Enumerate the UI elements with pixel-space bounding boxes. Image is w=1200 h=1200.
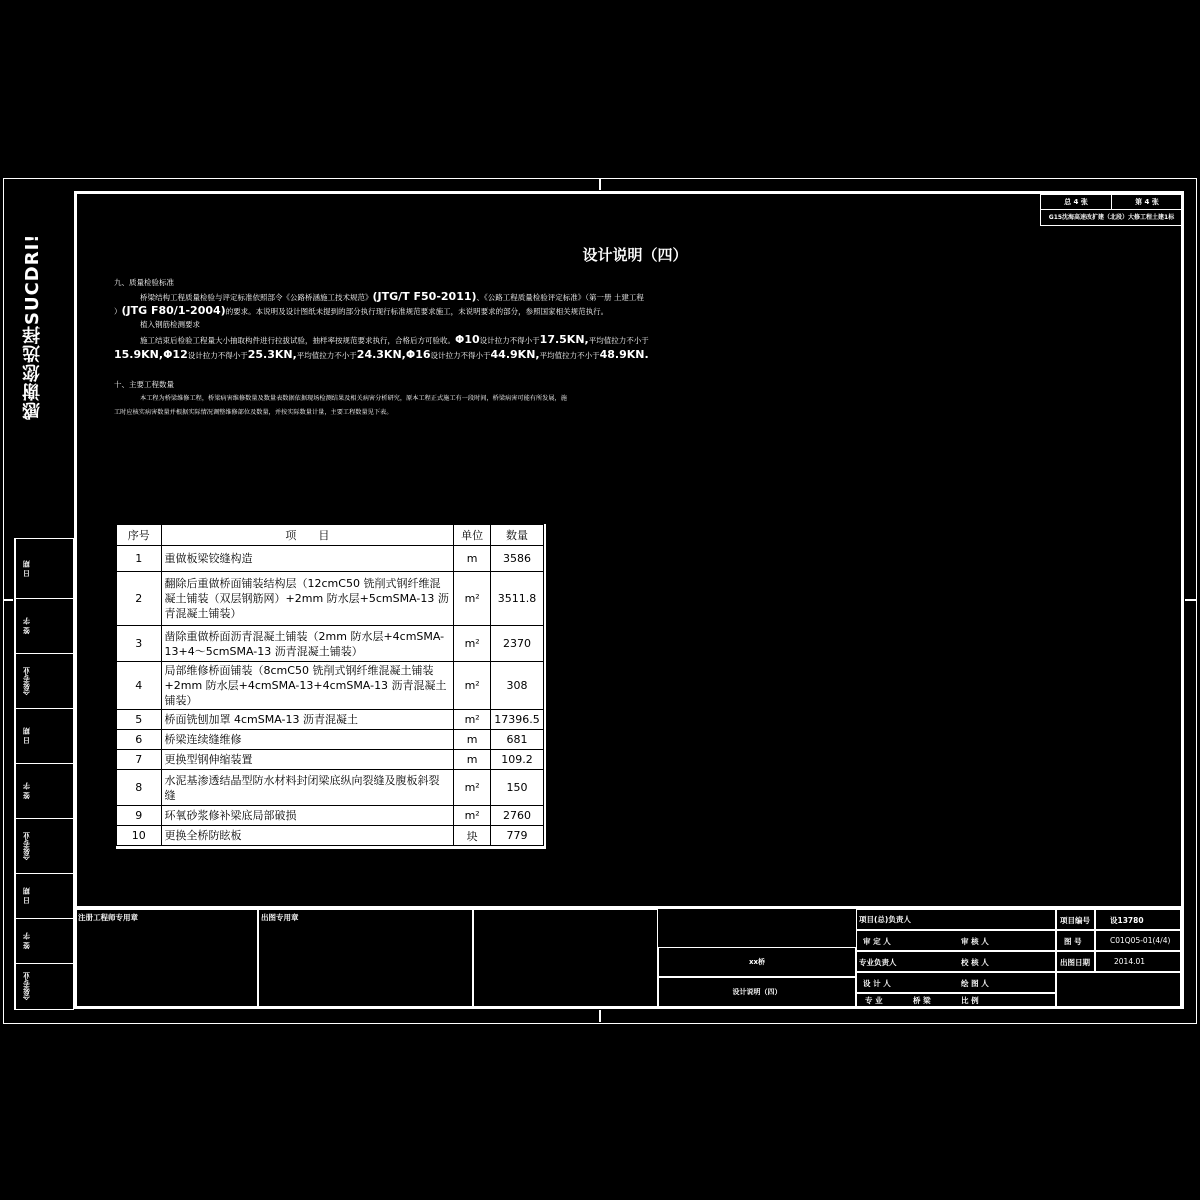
table-row bbox=[117, 662, 544, 710]
row-number: 6 bbox=[117, 730, 162, 750]
approver-label: 审 定 人 bbox=[863, 937, 891, 946]
drawing-name: 设计说明（四） bbox=[658, 977, 856, 1007]
row-unit: m² bbox=[454, 626, 491, 662]
center-mark-bottom bbox=[599, 1010, 601, 1022]
table-row bbox=[117, 826, 544, 846]
table-row bbox=[117, 626, 544, 662]
row-quantity: 2760 bbox=[490, 806, 543, 826]
issue-date-label: 出图日期 bbox=[1060, 958, 1090, 967]
row-item: 更换全桥防眩板 bbox=[161, 826, 454, 846]
project-lead-label: 项目(总)负责人 bbox=[859, 915, 911, 924]
row-quantity: 17396.5 bbox=[490, 710, 543, 730]
sig-label: 会签专业 bbox=[15, 654, 37, 708]
sig-label: 签 字 bbox=[15, 764, 37, 818]
spec-lead-label: 专业负责人 bbox=[859, 958, 897, 967]
center-mark-left bbox=[3, 599, 13, 601]
row-item: 水泥基渗透结晶型防水材料封闭梁底纵向裂缝及腹板斜裂缝 bbox=[161, 770, 454, 806]
signature-column bbox=[14, 538, 74, 1010]
checker-label: 校 核 人 bbox=[961, 958, 989, 967]
row-unit: 块 bbox=[454, 826, 491, 846]
reviewer-label: 审 核 人 bbox=[961, 937, 989, 946]
section9-line4: 施工结束后检验工程量大小抽取构件进行拉拔试验，抽样率按规范要求执行，合格后方可验收。Φ10设计拉力不得小于17.5KN,平均值拉力不小于 bbox=[140, 333, 649, 346]
row-unit: m bbox=[454, 750, 491, 770]
table-row bbox=[117, 806, 544, 826]
sig-label: 会签专业 bbox=[15, 819, 37, 873]
section10-line1: 本工程为桥梁维修工程，桥梁病害维修数量及数量表数据依据现场检测结果及相关病害分析研究，原本工程正式施工有一段时间，桥梁病害可能有所发展，施 bbox=[140, 395, 567, 402]
project-number: 设13780 bbox=[1110, 916, 1144, 925]
section9-line3: 植入钢筋检测要求 bbox=[140, 320, 200, 329]
sheet-number: 第 4 张 bbox=[1112, 195, 1182, 210]
row-number: 1 bbox=[117, 546, 162, 572]
row-number: 10 bbox=[117, 826, 162, 846]
row-unit: m² bbox=[454, 710, 491, 730]
row-unit: m² bbox=[454, 770, 491, 806]
row-quantity: 150 bbox=[490, 770, 543, 806]
row-quantity: 3511.8 bbox=[490, 572, 543, 626]
designer-label: 设 计 人 bbox=[863, 979, 891, 988]
table-row bbox=[117, 572, 544, 626]
engineer-stamp-label: 注册工程师专用章 bbox=[78, 913, 138, 922]
section9-line1: 桥梁结构工程质量检验与评定标准依照部令《公路桥涵施工技术规范》(JTG/T F50-2011)、《公路工程质量检验评定标准》（第一册 土建工程 bbox=[140, 290, 644, 303]
center-mark-right bbox=[1185, 599, 1197, 601]
scale-label: 比 例 bbox=[961, 996, 979, 1005]
row-quantity: 109.2 bbox=[490, 750, 543, 770]
specialty-value: 桥 梁 bbox=[913, 996, 931, 1005]
row-unit: m bbox=[454, 730, 491, 750]
figure-number-label: 图 号 bbox=[1064, 937, 1082, 946]
row-number: 9 bbox=[117, 806, 162, 826]
row-unit: m² bbox=[454, 572, 491, 626]
bridge-name: xx桥 bbox=[658, 947, 856, 977]
row-quantity: 3586 bbox=[490, 546, 543, 572]
header-unit: 单位 bbox=[454, 525, 491, 546]
row-unit: m² bbox=[454, 806, 491, 826]
row-item: 局部维修桥面铺装（8cmC50 铣削式钢纤维混凝土铺装+2mm 防水层+4cmSMA-13+4cmSMA-13 沥青混凝土铺装） bbox=[161, 662, 454, 710]
table-row bbox=[117, 710, 544, 730]
total-sheets: 总 4 张 bbox=[1041, 195, 1112, 210]
section9-title: 九、质量检验标准 bbox=[114, 278, 174, 287]
row-quantity: 779 bbox=[490, 826, 543, 846]
header-item: 项 目 bbox=[161, 525, 454, 546]
issue-stamp-label: 出图专用章 bbox=[261, 913, 299, 922]
sig-label: 签 字 bbox=[15, 919, 37, 963]
side-banner: 感谢您选择SUCDRI! bbox=[22, 233, 43, 420]
row-number: 8 bbox=[117, 770, 162, 806]
sig-label: 日 期 bbox=[15, 874, 37, 918]
row-unit: m² bbox=[454, 662, 491, 710]
sig-label: 日 期 bbox=[15, 709, 37, 763]
header-qty: 数量 bbox=[490, 525, 543, 546]
row-quantity: 308 bbox=[490, 662, 543, 710]
row-item: 桥面铣刨加罩 4cmSMA-13 沥青混凝土 bbox=[161, 710, 454, 730]
table-row bbox=[117, 546, 544, 572]
drafter-label: 绘 图 人 bbox=[961, 979, 989, 988]
row-number: 5 bbox=[117, 710, 162, 730]
section10-line2: 工时应核实病害数量并根据实际情况调整维修部位及数量，并按实际数量计量，主要工程数量见下表。 bbox=[114, 409, 393, 416]
row-item: 环氧砂浆修补梁底局部破损 bbox=[161, 806, 454, 826]
header-no: 序号 bbox=[117, 525, 162, 546]
table-row bbox=[117, 750, 544, 770]
section9-line2: ）(JTG F80/1-2004)的要求。本说明及设计图纸未提到的部分执行现行标准规范要求施工，未说明要求的部分，参照国家相关规范执行。 bbox=[114, 304, 609, 317]
sig-label: 签 字 bbox=[15, 599, 37, 653]
center-mark-top bbox=[599, 178, 601, 190]
row-item: 翻除后重做桥面铺装结构层（12cmC50 铣削式钢纤维混凝土铺装（双层钢筋网）+2mm 防水层+5cmSMA-13 沥青混凝土铺装） bbox=[161, 572, 454, 626]
row-number: 7 bbox=[117, 750, 162, 770]
specialty-label: 专 业 bbox=[865, 996, 883, 1005]
row-item: 重做板梁铰缝构造 bbox=[161, 546, 454, 572]
title-block bbox=[75, 906, 1182, 1007]
issue-date: 2014.01 bbox=[1114, 957, 1146, 966]
row-number: 2 bbox=[117, 572, 162, 626]
project-name: G15沈海高速改扩建（北段）大修工程土建1标 bbox=[1048, 214, 1175, 221]
page-info-box bbox=[1040, 194, 1183, 226]
row-item: 更换型钢伸缩装置 bbox=[161, 750, 454, 770]
figure-number: C01Q05-01(4/4) bbox=[1110, 936, 1171, 945]
row-number: 3 bbox=[117, 626, 162, 662]
table-row bbox=[117, 730, 544, 750]
project-number-label: 项目编号 bbox=[1060, 916, 1090, 925]
row-unit: m bbox=[454, 546, 491, 572]
row-item: 桥梁连续缝维修 bbox=[161, 730, 454, 750]
quantities-table bbox=[116, 524, 546, 849]
row-item: 凿除重做桥面沥青混凝土铺装（2mm 防水层+4cmSMA-13+4～5cmSMA-13 沥青混凝土铺装） bbox=[161, 626, 454, 662]
section9-line5: 15.9KN,Φ12设计拉力不得小于25.3KN,平均值拉力不小于24.3KN,Φ16设计拉力不得小于44.9KN,平均值拉力不小于48.9KN. bbox=[114, 348, 649, 361]
section10-title: 十、主要工程数量 bbox=[114, 380, 174, 389]
sig-label: 会签专业 bbox=[15, 964, 37, 1009]
row-number: 4 bbox=[117, 662, 162, 710]
row-quantity: 2370 bbox=[490, 626, 543, 662]
table-row bbox=[117, 770, 544, 806]
sig-label: 日 期 bbox=[15, 539, 37, 598]
document-title: 设计说明（四） bbox=[582, 246, 688, 264]
row-quantity: 681 bbox=[490, 730, 543, 750]
